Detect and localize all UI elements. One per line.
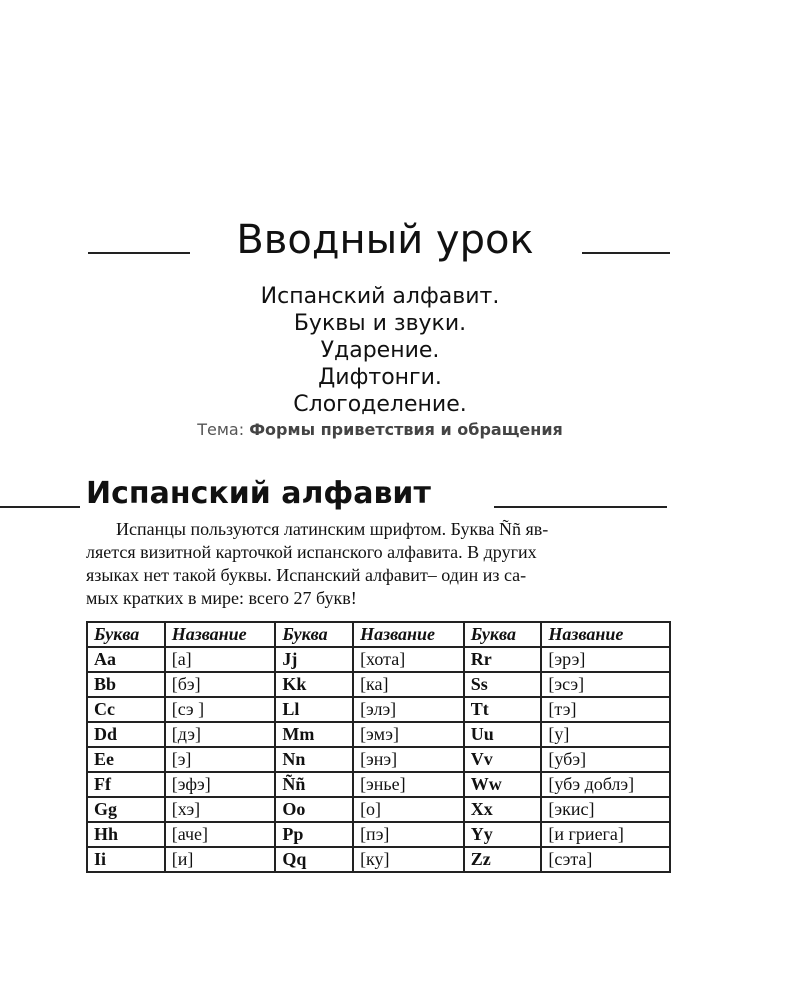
table-cell-name: [у]	[541, 722, 670, 747]
alphabet-table	[86, 621, 671, 873]
subtitle-line: Слогоделение.	[293, 392, 467, 417]
table-cell-name: [эфэ]	[165, 772, 276, 797]
lesson-title: Вводный урок	[236, 217, 534, 263]
table-cell-name: [эсэ]	[541, 672, 670, 697]
header-name: Название	[165, 622, 276, 647]
table-cell-letter: Ss	[464, 672, 542, 697]
table-cell-name: [ку]	[353, 847, 464, 872]
header-letter: Буква	[87, 622, 165, 647]
table-cell-letter: Ff	[87, 772, 165, 797]
table-cell-letter: Tt	[464, 697, 542, 722]
subtitle-line: Ударение.	[320, 338, 440, 363]
table-cell-letter: Pp	[275, 822, 353, 847]
table-body	[87, 647, 670, 872]
table-cell-letter: Aa	[87, 647, 165, 672]
table-cell-letter: Yy	[464, 822, 542, 847]
table-cell-name: [элэ]	[353, 697, 464, 722]
table-row	[87, 772, 670, 797]
table-cell-letter: Kk	[275, 672, 353, 697]
section-title: Испанский алфавит	[86, 476, 431, 511]
table-cell-name: [дэ]	[165, 722, 276, 747]
lesson-subtitles	[0, 283, 760, 418]
table-cell-letter: Ww	[464, 772, 542, 797]
header-name: Название	[541, 622, 670, 647]
section-rule-right	[494, 506, 667, 508]
subtitle-line: Испанский алфавит.	[260, 284, 500, 309]
table-cell-name: [убэ]	[541, 747, 670, 772]
table-cell-letter: Xx	[464, 797, 542, 822]
table-cell-name: [сэта]	[541, 847, 670, 872]
table-row	[87, 747, 670, 772]
table-cell-letter: Zz	[464, 847, 542, 872]
table-cell-name: [эрэ]	[541, 647, 670, 672]
title-rule-left	[88, 252, 190, 254]
table-cell-letter: Oo	[275, 797, 353, 822]
theme-value: Формы приветствия и обращения	[249, 420, 563, 439]
table-row	[87, 672, 670, 697]
table-cell-name: [аче]	[165, 822, 276, 847]
table-row	[87, 847, 670, 872]
subtitle-line: Дифтонги.	[318, 365, 442, 390]
paragraph-line: ляется визитной карточкой испанского алфавита. В других	[86, 542, 537, 562]
table-cell-letter: Ii	[87, 847, 165, 872]
header-letter: Буква	[464, 622, 542, 647]
table-cell-letter: Gg	[87, 797, 165, 822]
table-cell-name: [а]	[165, 647, 276, 672]
table-header-row	[87, 622, 670, 647]
table-row	[87, 647, 670, 672]
lesson-theme	[0, 420, 760, 439]
table-cell-name: [хэ]	[165, 797, 276, 822]
table-cell-name: [бэ]	[165, 672, 276, 697]
paragraph-line: языках нет такой буквы. Испанский алфавит– один из са-	[86, 565, 527, 585]
table-cell-letter: Cc	[87, 697, 165, 722]
table-row	[87, 722, 670, 747]
subtitle-line: Буквы и звуки.	[293, 311, 467, 336]
paragraph-line: Испанцы пользуются латинским шрифтом. Буква Ññ яв-	[116, 519, 549, 539]
table-cell-letter: Vv	[464, 747, 542, 772]
table-cell-name: [энэ]	[353, 747, 464, 772]
table-cell-name: [о]	[353, 797, 464, 822]
table-cell-name: [пэ]	[353, 822, 464, 847]
table-cell-letter: Mm	[275, 722, 353, 747]
table-cell-letter: Hh	[87, 822, 165, 847]
table-cell-name: [энье]	[353, 772, 464, 797]
table-cell-name: [экис]	[541, 797, 670, 822]
intro-paragraph	[86, 518, 673, 610]
header-letter: Буква	[275, 622, 353, 647]
table-cell-letter: Uu	[464, 722, 542, 747]
table-cell-letter: Qq	[275, 847, 353, 872]
table-cell-name: [сэ ]	[165, 697, 276, 722]
table-cell-name: [эмэ]	[353, 722, 464, 747]
section-rule-left	[0, 506, 80, 508]
table-cell-name: [тэ]	[541, 697, 670, 722]
table-row	[87, 797, 670, 822]
theme-label: Тема:	[197, 420, 245, 439]
table-cell-name: [убэ доблэ]	[541, 772, 670, 797]
table-cell-letter: Rr	[464, 647, 542, 672]
table-row	[87, 822, 670, 847]
header-name: Название	[353, 622, 464, 647]
table-cell-name: [хота]	[353, 647, 464, 672]
table-cell-name: [и]	[165, 847, 276, 872]
table-cell-name: [э]	[165, 747, 276, 772]
table-cell-letter: Jj	[275, 647, 353, 672]
table-cell-letter: Dd	[87, 722, 165, 747]
table-cell-letter: Bb	[87, 672, 165, 697]
title-rule-right	[582, 252, 670, 254]
table-cell-letter: Nn	[275, 747, 353, 772]
table-cell-name: [и гриега]	[541, 822, 670, 847]
table-cell-letter: Ll	[275, 697, 353, 722]
table-cell-letter: Ññ	[275, 772, 353, 797]
table-cell-letter: Ee	[87, 747, 165, 772]
table-row	[87, 697, 670, 722]
table-cell-name: [ка]	[353, 672, 464, 697]
paragraph-line: мых кратких в мире: всего 27 букв!	[86, 588, 357, 608]
